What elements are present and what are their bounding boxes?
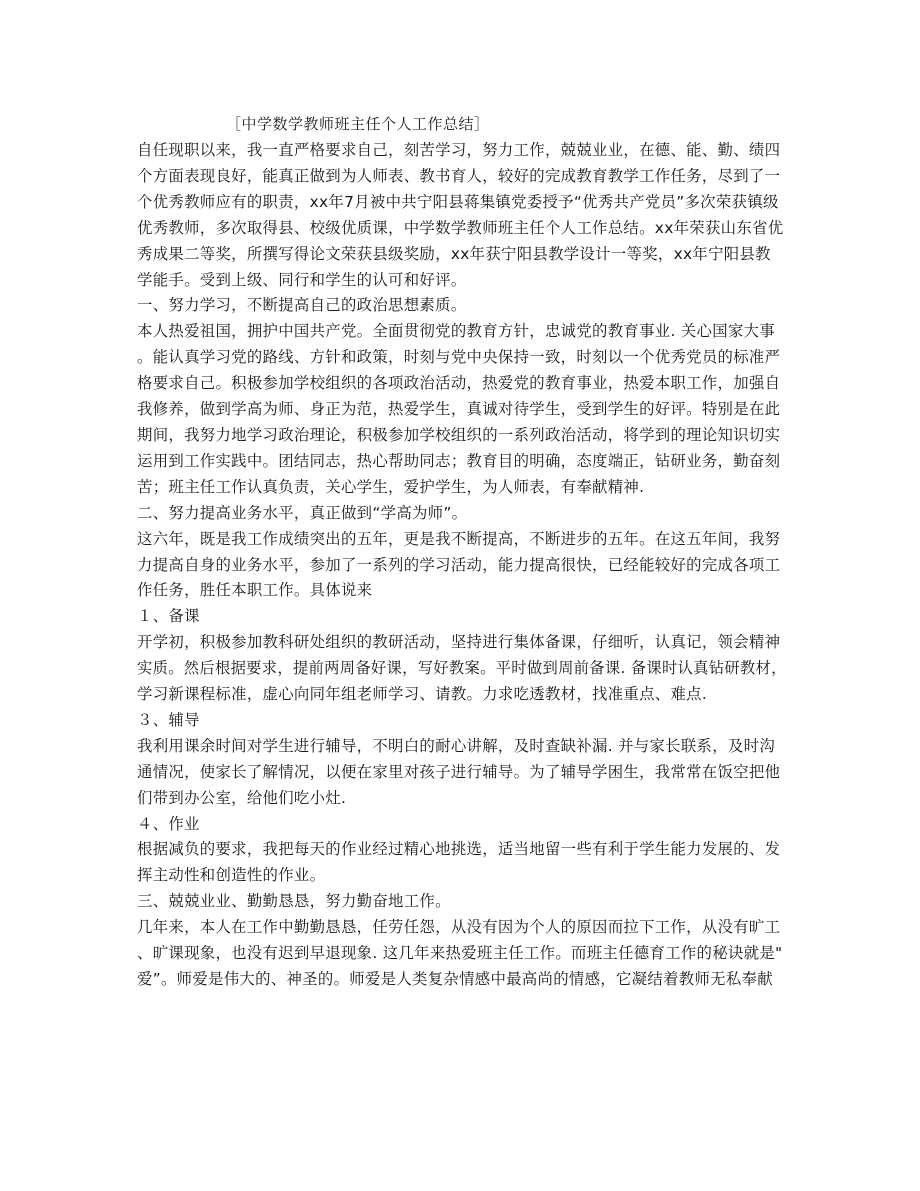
text-line: 期间，我努力地学习政治理论，积极参加学校组织的一系列政治活动，将学到的理论知识切实 — [137, 425, 781, 444]
text-line: 三、兢兢业业、勤勤恳恳，努力勤奋地工作。 — [137, 892, 451, 911]
text-line: ３、辅导 — [137, 710, 200, 729]
text-line: 运用到工作实践中。团结同志，热心帮助同志；教育目的明确，态度端正，钻研业务，勤奋刻 — [137, 451, 781, 470]
text-line: 苦；班主任工作认真负责，关心学生，爱护学生，为人师表，有奉献精神. — [137, 477, 645, 496]
text-line: 开学初，积极参加教科研处组织的教研活动，坚持进行集体备课，仔细听，认真记，领会精神 — [137, 633, 781, 652]
text-line: 一、努力学习，不断提高自己的政治思想素质。 — [137, 296, 467, 315]
text-line: 爱”。师爱是伟大的、神圣的。师爱是人类复杂情感中最高尚的情感，它凝结着教师无私奉献 — [137, 970, 773, 988]
text-line: 力提高自身的业务水平，参加了一系列的学习活动，能力提高很快，已经能较好的完成各项工 — [137, 555, 781, 574]
text-line: 学习新课程标准，虚心向同年组老师学习、请教。力求吃透教材，找准重点、难点. — [137, 685, 708, 704]
text-line: 个优秀教师应有的职责，xx年7月被中共宁阳县蒋集镇党委授予“优秀共产党员”多次荣获镇级 — [137, 192, 779, 211]
text-line: １、备课 — [137, 607, 200, 626]
text-line: 这六年，既是我工作成绩突出的五年，更是我不断提高，不断进步的五年。在这五年间，我努 — [137, 529, 781, 548]
text-line: 我修养，做到学高为师、身正为范，热爱学生，真诚对待学生，受到学生的好评。特别是在此 — [137, 400, 781, 419]
text-line: 二、努力提高业务水平，真正做到“学高为师”。 — [137, 503, 468, 522]
text-line: 根据减负的要求，我把每天的作业经过精心地挑选，适当地留一些有利于学生能力发展的、发 — [137, 840, 781, 859]
text-line: 格要求自己。积极参加学校组织的各项政治活动，热爱党的教育事业，热爱本职工作，加强自 — [137, 374, 781, 393]
text-line: 学能手。受到上级、同行和学生的认可和好评。 — [137, 270, 467, 289]
text-line: 自任现职以来，我一直严格要求自己，刻苦学习，努力工作，兢兢业业，在德、能、勤、绩四 — [137, 141, 781, 159]
text-line: 个方面表现良好，能真正做到为人师表、教书育人，较好的完成教育教学工作任务，尽到了一 — [137, 166, 781, 185]
text-line: 几年来，本人在工作中勤勤恳恳，任劳任怨，从没有因为个人的原因而拉下工作，从没有旷工 — [137, 918, 781, 937]
text-line: 、旷课现象，也没有迟到早退现象. 这几年来热爱班主任工作。而班主任德育工作的秘诀就是" — [137, 944, 783, 963]
text-line: ４、作业 — [137, 814, 200, 833]
text-line: 通情况，使家长了解情况，以便在家里对孩子进行辅导。为了辅导学困生，我常常在饭空把他 — [137, 762, 781, 781]
text-line: 作任务，胜任本职工作。具体说来 — [137, 581, 373, 600]
document-body — [137, 138, 787, 993]
text-line: 优秀教师，多次取得县、校级优质课，中学数学教师班主任个人工作总结。xx年荣获山东省优 — [137, 218, 784, 237]
text-line: 们带到办公室，给他们吃小灶. — [137, 788, 347, 807]
text-line: 我利用课余时间对学生进行辅导，不明白的耐心讲解，及时查缺补漏. 并与家长联系，及时沟 — [137, 736, 776, 755]
text-line: 秀成果二等奖，所撰写得论文荣获县级奖励，xx年获宁阳县教学设计一等奖，xx年宁阳县教 — [137, 244, 771, 263]
text-line: 。能认真学习党的路线、方针和政策，时刻与党中央保持一致，时刻以一个优秀党员的标准严 — [137, 348, 781, 367]
document-title: ［中学数学教师班主任个人工作总结］ — [226, 115, 490, 133]
text-line: 实质。然后根据要求，提前两周备好课，写好教案。平时做到周前备课. 备课时认真钻研教材， — [137, 659, 787, 678]
text-line: 挥主动性和创造性的作业。 — [137, 866, 326, 885]
text-line: 本人热爱祖国，拥护中国共产党。全面贯彻党的教育方针，忠诚党的教育事业. 关心国家大事 — [137, 322, 776, 341]
